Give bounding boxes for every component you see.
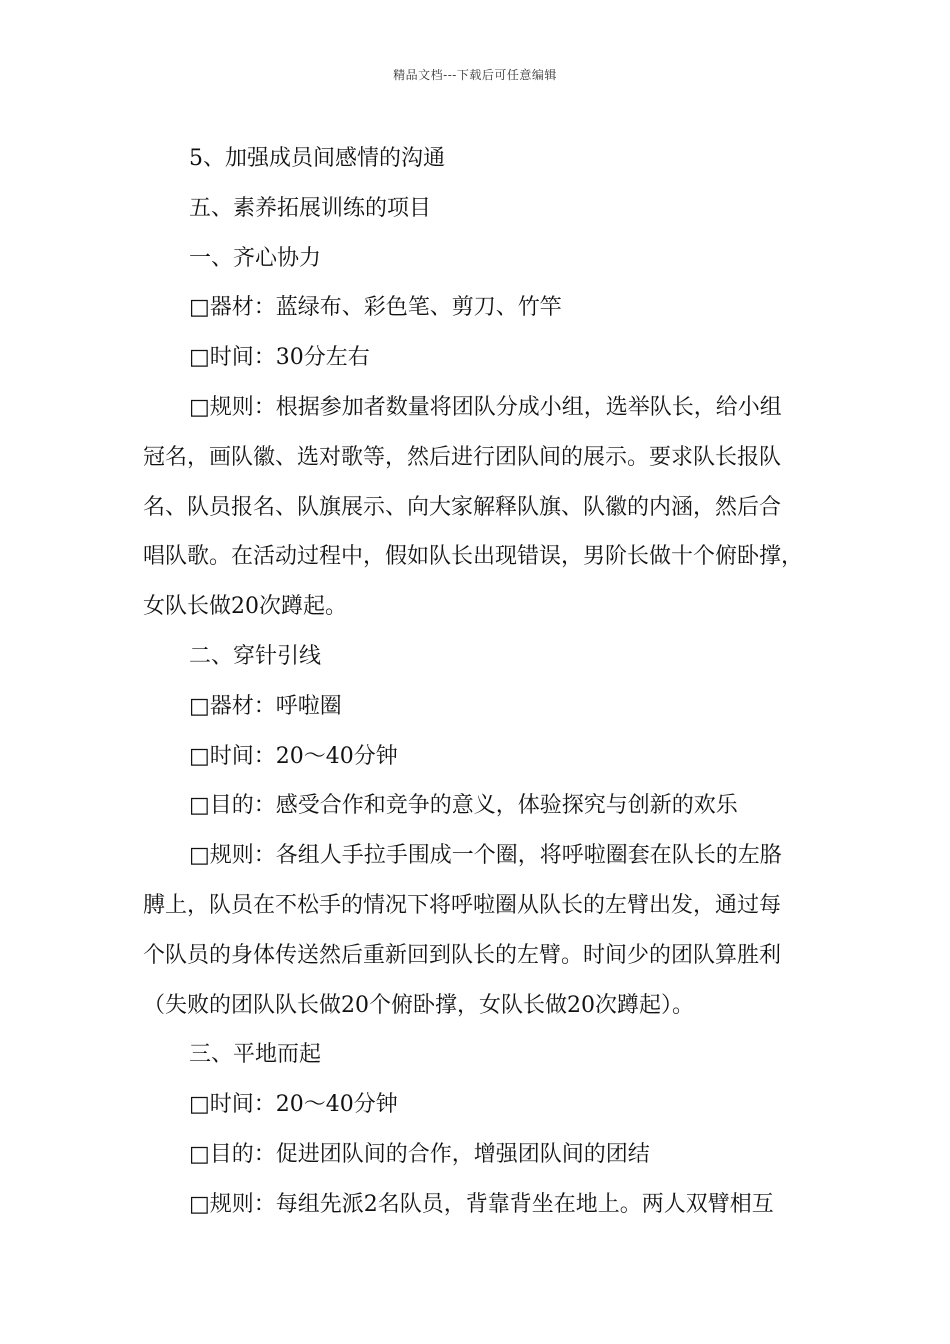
list-item-heading: 5、加强成员间感情的沟通 [189, 146, 445, 171]
equipment-line: □器材：蓝绿布、彩色笔、剪刀、竹竿 [189, 295, 562, 321]
activity-heading: 一、齐心协力 [189, 245, 322, 271]
rules-paragraph-line: □规则：根据参加者数量将团队分成小组，选举队长，给小组 [189, 394, 782, 420]
activity-heading: 二、穿针引线 [189, 643, 322, 669]
purpose-line: □目的：促进团队间的合作，增强团队间的团结 [189, 1141, 650, 1167]
time-line: □时间：20～40分钟 [189, 743, 398, 769]
page-header: 精品文档---下载后可任意编辑 [393, 68, 557, 82]
rules-paragraph-line: 名、队员报名、队旗展示、向大家解释队旗、队徽的内涵，然后合 [143, 494, 782, 520]
equipment-line: □器材：呼啦圈 [189, 693, 342, 719]
rules-paragraph-line: □规则：各组人手拉手围成一个圈，将呼啦圈套在队长的左胳 [189, 843, 782, 869]
section-heading: 五、素养拓展训练的项目 [189, 195, 432, 221]
time-line: □时间：20～40分钟 [189, 1092, 398, 1118]
purpose-line: □目的：感受合作和竞争的意义，体验探究与创新的欢乐 [189, 793, 738, 819]
rules-paragraph-line: 女队长做20次蹲起。 [143, 594, 347, 620]
rules-paragraph-line: 个队员的身体传送然后重新回到队长的左臂。时间少的团队算胜利 [143, 942, 782, 968]
activity-heading: 三、平地而起 [189, 1042, 322, 1068]
document-body [143, 134, 833, 1230]
rules-paragraph-line: （失败的团队队长做20个俯卧撑，女队长做20次蹲起）。 [143, 992, 694, 1018]
time-line: □时间：30分左右 [189, 345, 370, 371]
rules-paragraph-line: 唱队歌。在活动过程中，假如队长出现错误，男阶长做十个俯卧撑， [143, 544, 804, 570]
rules-paragraph-line: 冠名，画队徽、选对歌等，然后进行团队间的展示。要求队长报队 [143, 444, 782, 470]
rules-paragraph-line: 膊上，队员在不松手的情况下将呼啦圈从队长的左臂出发，通过每 [143, 892, 782, 918]
rules-paragraph-line: □规则：每组先派2名队员，背靠背坐在地上。两人双臂相互 [189, 1191, 774, 1217]
